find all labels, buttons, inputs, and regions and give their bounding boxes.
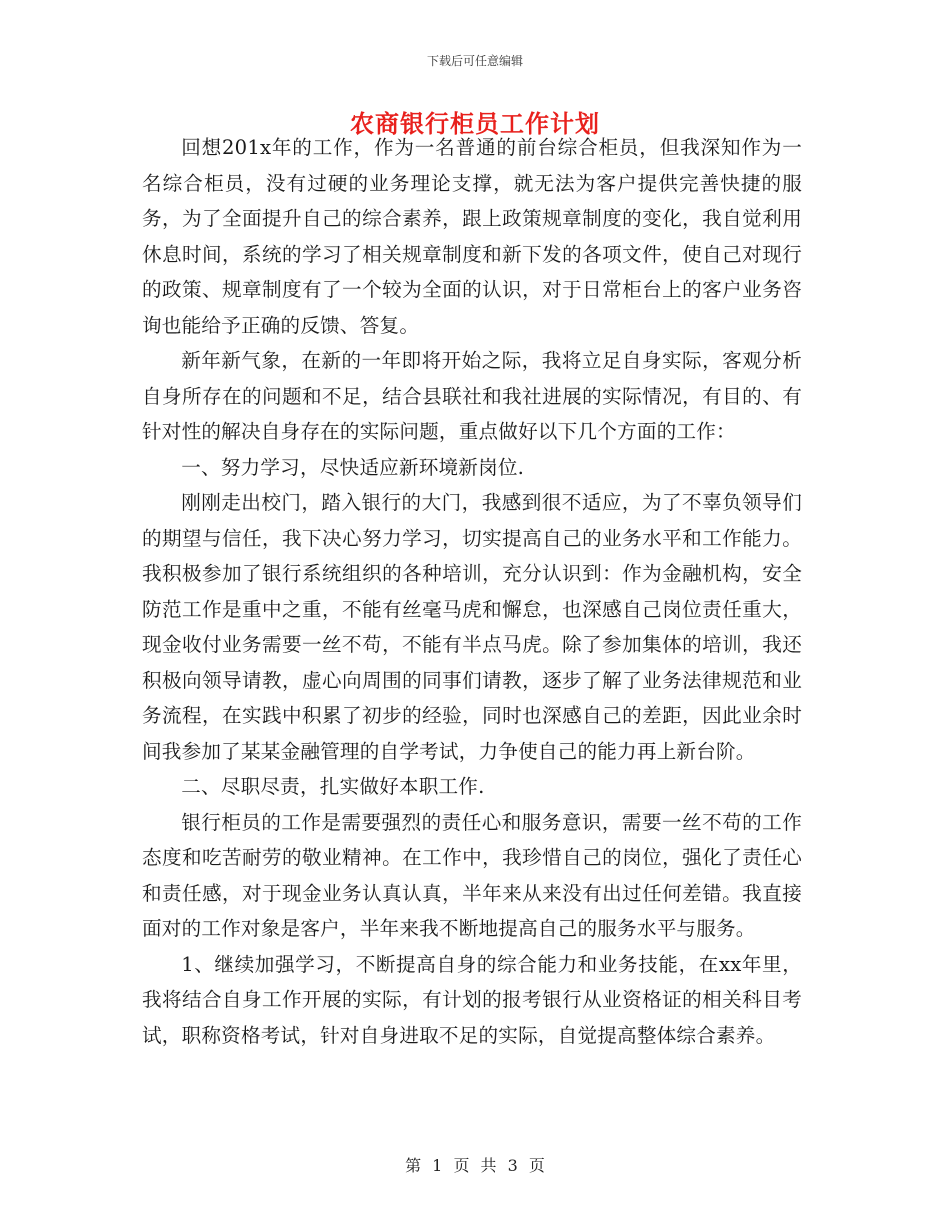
document-title: 农商银行柜员工作计划 (350, 109, 600, 138)
paragraph-review: 回想201x年的工作，作为一名普通的前台综合柜员，但我深知作为一名综合柜员，没有过硬的业务理论支撑，就无法为客户提供完善快捷的服务，为了全面提升自己的综合素养，跟上政策规章制度的变化，我自觉利用休息时间，系统的学习了相关规章制度和新下发的各项文件，使自己对现行的政策、规章制度有了一个较为全面的认识，对于日常柜台上的客户业务咨询也能给予正确的反馈、答复。 (142, 136, 802, 337)
paragraph-study: 刚刚走出校门，踏入银行的大门，我感到很不适应，为了不辜负领导们的期望与信任，我下决心努力学习，切实提高自己的业务水平和工作能力。我积极参加了银行系统组织的各种培训，充分认识到：作为金融机构，安全防范工作是重中之重，不能有丝毫马虎和懈怠，也深感自己岗位责任重大，现金收付业务需要一丝不苟，不能有半点马虎。除了参加集体的培训，我还积极向领导请教，虚心向周围的同事们请教，逐步了解了业务法律规范和业务流程，在实践中积累了初步的经验，同时也深感自己的差距，因此业余时间我参加了某某金融管理的自学考试，力争使自己的能力再上新台阶。 (142, 491, 802, 763)
paragraph-plan-1: 1、继续加强学习，不断提高自身的综合能力和业务技能，在xx年里，我将结合自身工作开展的实际，有计划的报考银行从业资格证的相关科目考试，职称资格考试，针对自身进取不足的实际，自觉提高整体综合素养。 (142, 952, 802, 1047)
paragraph-new-year: 新年新气象，在新的一年即将开始之际，我将立足自身实际，客观分析自身所存在的问题和不足，结合县联社和我社进展的实际情况，有目的、有针对性的解决自身存在的实际问题，重点做好以下几个方面的工作： (142, 349, 802, 443)
document-body (142, 130, 802, 1053)
paragraph-duty: 银行柜员的工作是需要强烈的责任心和服务意识，需要一丝不苟的工作态度和吃苦耐劳的敬业精神。在工作中，我珍惜自己的岗位，强化了责任心和责任感，对于现金业务认真认真，半年来从来没有出过任何差错。我直接面对的工作对象是客户，半年来我不断地提高自己的服务水平与服务。 (142, 810, 802, 940)
section-heading-2: 二、尽职尽责，扎实做好本职工作. (181, 775, 485, 798)
page-footer: 第 1 页 共 3 页 (405, 1156, 545, 1175)
header-note: 下载后可任意编辑 (426, 54, 523, 68)
section-heading-1: 一、努力学习，尽快适应新环境新岗位. (181, 455, 525, 479)
